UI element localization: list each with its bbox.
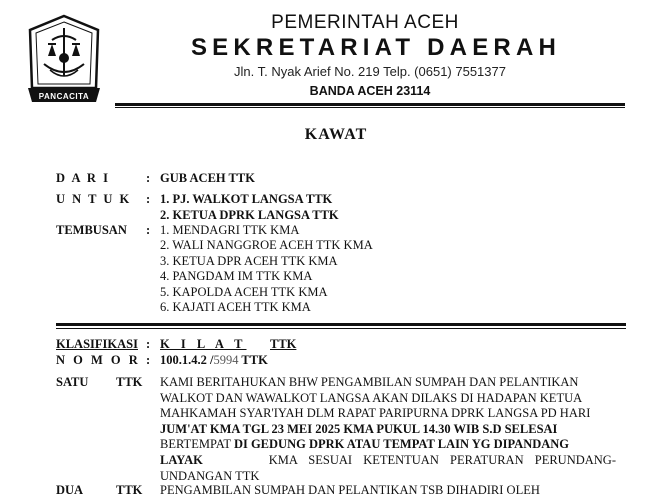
satu-line-6	[160, 453, 616, 469]
klasifikasi-colon: :	[146, 337, 151, 351]
header-rule-thin	[115, 107, 625, 108]
untuk-colon: :	[146, 192, 151, 206]
tembusan-label: TEMBUSAN	[56, 223, 127, 237]
untuk-item: 2. KETUA DPRK LANGSA TTK	[160, 208, 339, 222]
tembusan-colon: :	[146, 223, 151, 237]
satu-line-5	[160, 437, 616, 453]
satu-line: KAMI BERITAHUKAN BHW PENGAMBILAN SUMPAH DAN PELANTIKAN	[160, 375, 579, 389]
letterhead	[0, 0, 672, 110]
dari-value: GUB ACEH TTK	[160, 171, 255, 185]
tembusan-item: 2. WALI NANGGROE ACEH TTK KMA	[160, 238, 373, 252]
satu-line-5b: DI GEDUNG DPRK ATAU TEMPAT LAIN YG DIPANDANG	[233, 437, 570, 452]
satu-line: MAHKAMAH SYAR'IYAH DLM RAPAT PARIPURNA DPRK LANGSA PD HARI	[160, 406, 591, 421]
satu-line-6a: LAYAK	[160, 452, 203, 467]
dua-label: DUA	[56, 483, 84, 497]
dari-colon: :	[146, 171, 151, 185]
satu-paragraph	[160, 375, 616, 484]
office-name: SEKRETARIAT DAERAH	[190, 34, 562, 61]
government-name: PEMERINTAH ACEH	[271, 12, 459, 33]
office-city: BANDA ACEH 23114	[309, 84, 431, 98]
klasifikasi-label: KLASIFIKASI	[56, 337, 138, 351]
untuk-label: U N T U K	[56, 192, 132, 206]
dua-label-ttk: TTK	[116, 483, 143, 497]
satu-line: UNDANGAN TTK	[160, 468, 260, 483]
nomor-value	[160, 353, 268, 368]
office-address: Jln. T. Nyak Arief No. 219 Telp. (0651) 7551377	[234, 64, 506, 79]
document-title: KAWAT	[304, 126, 368, 143]
nomor-suffix: TTK	[241, 353, 268, 367]
klasifikasi-suffix: TTK	[270, 337, 297, 351]
satu-label-ttk: TTK	[116, 375, 143, 389]
dari-label: D A R I	[56, 171, 110, 185]
section-divider-thick	[56, 323, 626, 326]
klasifikasi-value: K I L A T	[160, 337, 247, 351]
nomor-prefix: 100.1.4.2 /	[160, 353, 214, 367]
nomor-number: 5994	[213, 353, 239, 367]
logo-caption: PANCACITA	[38, 92, 90, 101]
dua-line: PENGAMBILAN SUMPAH DAN PELANTIKAN TSB DIHADIRI OLEH	[160, 483, 540, 497]
untuk-item: 1. PJ. WALKOT LANGSA TTK	[160, 192, 333, 206]
tembusan-item: 4. PANGDAM IM TTK KMA	[160, 269, 313, 283]
tembusan-item: 6. KAJATI ACEH TTK KMA	[160, 300, 311, 314]
tembusan-item: 1. MENDAGRI TTK KMA	[160, 223, 300, 237]
header-rule-thick	[115, 103, 625, 106]
section-divider-thin	[56, 328, 626, 329]
satu-line: JUM'AT KMA TGL 23 MEI 2025 KMA PUKUL 14.30 WIB S.D SELESAI	[160, 421, 558, 436]
nomor-colon: :	[146, 353, 151, 367]
tembusan-item: 5. KAPOLDA ACEH TTK KMA	[160, 285, 328, 299]
satu-line-6b: KMA SESUAI KETENTUAN PERATURAN PERUNDANG-	[268, 452, 616, 467]
satu-line-5a: BERTEMPAT	[160, 437, 231, 452]
satu-line: WALKOT DAN WAWALKOT LANGSA AKAN DILAKS DI HADAPAN KETUA	[160, 390, 583, 405]
tembusan-item: 3. KETUA DPR ACEH TTK KMA	[160, 254, 338, 268]
nomor-label: N O M O R	[56, 353, 141, 367]
satu-label: SATU	[56, 375, 89, 389]
